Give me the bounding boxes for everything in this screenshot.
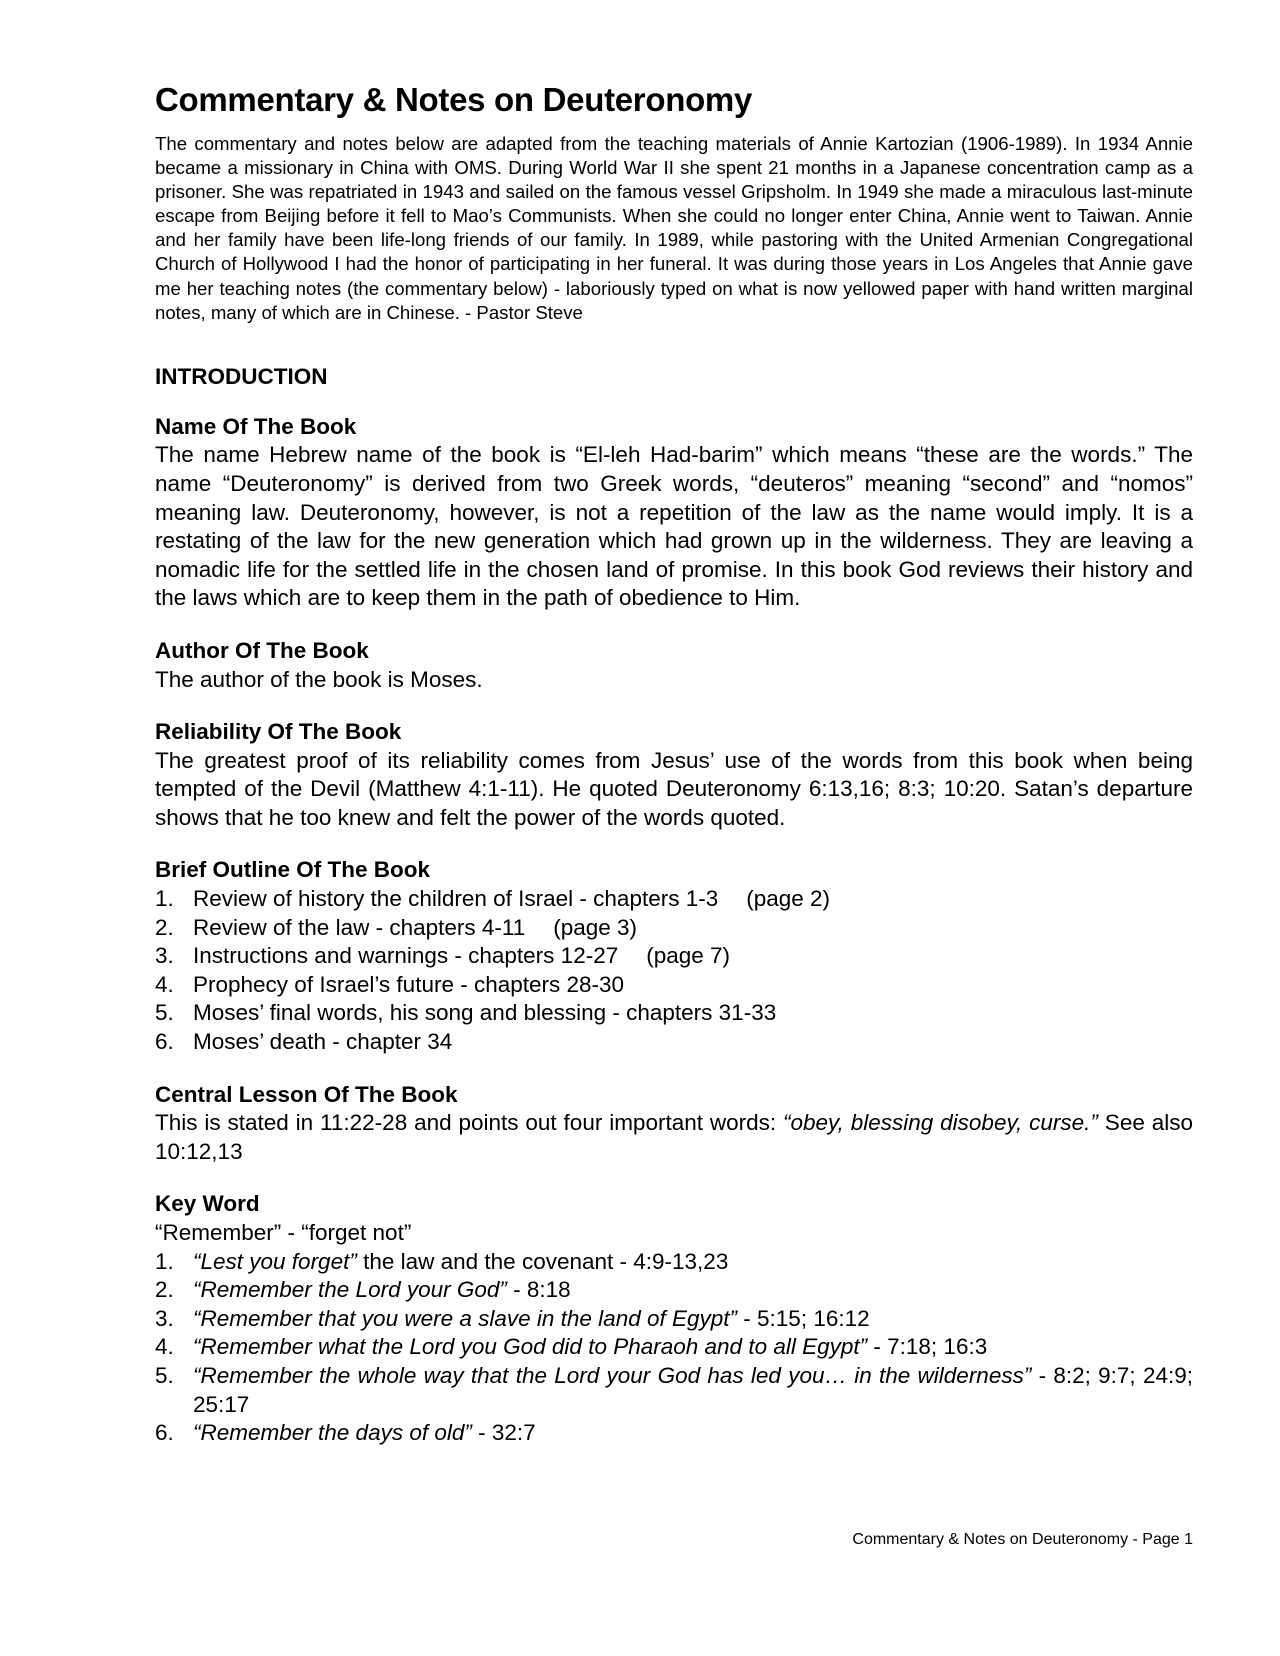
key-word-item-quote: “Remember the Lord your God”: [193, 1277, 507, 1303]
outline-item: [155, 971, 1193, 1000]
key-word-item: [155, 1276, 1193, 1305]
outline-item-number: 4.: [155, 971, 174, 997]
key-word-item-body: [193, 1276, 1193, 1305]
outline-item-text: Prophecy of Israel’s future - chapters 28-30: [193, 971, 625, 997]
outline-heading: Brief Outline Of The Book: [155, 857, 431, 883]
outline-list: [155, 885, 1193, 1057]
key-word-section: [155, 1190, 1193, 1447]
key-word-item-number: 5.: [155, 1362, 174, 1388]
central-lesson-text: [155, 1109, 1193, 1166]
outline-item-number: 5.: [155, 1000, 174, 1026]
author-text: The author of the book is Moses.: [155, 666, 483, 692]
outline-item: [155, 942, 1193, 971]
outline-item-page: (page 7): [646, 943, 731, 969]
key-word-item: [155, 1305, 1193, 1334]
key-word-item-number: 4.: [155, 1334, 174, 1360]
document-title: Commentary & Notes on Deuteronomy: [155, 81, 753, 118]
outline-item-body: [193, 914, 1193, 943]
central-lesson-text-before: This is stated in 11:22-28 and points out four important words:: [155, 1110, 783, 1136]
outline-item-number: 3.: [155, 943, 174, 969]
key-word-item: [155, 1419, 1193, 1448]
introduction-heading: INTRODUCTION: [155, 363, 328, 389]
key-word-item-body: [193, 1362, 1193, 1419]
key-word-item-body: [193, 1248, 1193, 1277]
key-word-item-reference: - 8:18: [506, 1277, 571, 1303]
key-word-item-reference: - 8:2; 9:7; 24:9; 25:17: [193, 1362, 1193, 1417]
name-of-book-text: The name Hebrew name of the book is “El-leh Had-barim” which means “these are the words.” The name “Deuteronomy” is derived from two Greek words, “deuteros” meaning “second” and “nomos” meaning law. Deuteronomy, however, is not a repetition of the law as the name would imply. It is a restating of the law for the new generation which had grown up in the wilderness. They are leaving a nomadic life for the settled life in the chosen land of promise. In this book God reviews their history and the laws which are to keep them in the path of obedience to Him.: [155, 442, 1193, 611]
document-page: [155, 78, 1193, 1448]
key-word-item-body: [193, 1419, 1193, 1448]
outline-item: [155, 885, 1193, 914]
author-heading: Author Of The Book: [155, 637, 369, 663]
outline-item-number: 6.: [155, 1029, 174, 1055]
key-word-item-quote: “Remember what the Lord you God did to Pharaoh and to all Egypt”: [193, 1334, 868, 1360]
intro-paragraph: The commentary and notes below are adapted from the teaching materials of Annie Kartozian (1906-1989). In 1934 Annie became a missionary in China with OMS. During World War II she spent 21 months in a Japanese concentration camp as a prisoner. She was repatriated in 1943 and sailed on the famous vessel Gripsholm. In 1949 she made a miraculous last-minute escape from Beijing before it fell to Mao’s Communists. When she could no longer enter China, Annie went to Taiwan. Annie and her family have been life-long friends of our family. In 1989, while pastoring with the United Armenian Congregational Church of Hollywood I had the honor of participating in her funeral. It was during those years in Los Angeles that Annie gave me her teaching notes (the commentary below) - laboriously typed on what is now yellowed paper with hand written marginal notes, many of which are in Chinese. - Pastor Steve: [155, 133, 1193, 323]
central-lesson-section: [155, 1081, 1193, 1167]
key-word-item-number: 1.: [155, 1248, 174, 1274]
author-section: [155, 637, 1193, 694]
outline-item-text: Review of history the children of Israel - chapters 1-3: [193, 886, 719, 912]
name-of-book-section: [155, 413, 1193, 613]
key-word-item-quote: “Remember the days of old”: [193, 1420, 472, 1446]
key-word-item: [155, 1248, 1193, 1277]
reliability-text: The greatest proof of its reliability comes from Jesus’ use of the words from this book when being tempted of the Devil (Matthew 4:1-11). He quoted Deuteronomy 6:13,16; 8:3; 10:20. Satan’s departure shows that he too knew and felt the power of the words quoted.: [155, 747, 1193, 830]
outline-item-number: 1.: [155, 886, 174, 912]
outline-item-text: Moses’ final words, his song and blessing - chapters 31-33: [193, 1000, 777, 1026]
key-word-item-number: 3.: [155, 1305, 174, 1331]
key-word-list: [155, 1248, 1193, 1448]
page-footer: Commentary & Notes on Deuteronomy - Page 1: [852, 1531, 1193, 1548]
central-lesson-heading: Central Lesson Of The Book: [155, 1081, 458, 1107]
central-lesson-text-after: See also 10:12,13: [155, 1110, 1193, 1164]
key-word-item-quote: “Remember the whole way that the Lord your God has led you… in the wilderness”: [193, 1362, 1032, 1388]
outline-section: [155, 856, 1193, 1056]
key-word-heading: Key Word: [155, 1191, 260, 1217]
key-word-item-reference: - 7:18; 16:3: [867, 1334, 988, 1360]
key-word-item-quote: “Remember that you were a slave in the land of Egypt”: [193, 1305, 738, 1331]
key-word-item-number: 6.: [155, 1420, 174, 1446]
outline-item-page: (page 2): [746, 886, 831, 912]
key-word-item-quote: “Lest you forget”: [193, 1248, 357, 1274]
outline-item: [155, 1028, 1193, 1057]
key-word-subtitle: “Remember” - “forget not”: [155, 1220, 412, 1245]
outline-item-number: 2.: [155, 914, 174, 940]
key-word-item: [155, 1362, 1193, 1419]
reliability-section: [155, 718, 1193, 832]
key-word-item-number: 2.: [155, 1277, 174, 1303]
name-of-book-heading: Name Of The Book: [155, 413, 357, 439]
outline-item-page: (page 3): [553, 914, 638, 940]
key-word-item: [155, 1333, 1193, 1362]
outline-item: [155, 999, 1193, 1028]
outline-item-text: Review of the law - chapters 4-11: [193, 914, 526, 940]
key-word-item-reference: the law and the covenant - 4:9-13,23: [356, 1248, 729, 1274]
central-lesson-quote: “obey, blessing disobey, curse.”: [783, 1110, 1098, 1136]
outline-item-body: [193, 885, 1193, 914]
outline-item-body: [193, 942, 1193, 971]
key-word-item-body: [193, 1305, 1193, 1334]
reliability-heading: Reliability Of The Book: [155, 719, 402, 745]
outline-item-text: Moses’ death - chapter 34: [193, 1029, 453, 1055]
outline-item-text: Instructions and warnings - chapters 12-27: [193, 943, 619, 969]
key-word-item-reference: - 32:7: [471, 1420, 536, 1446]
outline-item: [155, 914, 1193, 943]
key-word-item-body: [193, 1333, 1193, 1362]
key-word-item-reference: - 5:15; 16:12: [737, 1305, 870, 1331]
